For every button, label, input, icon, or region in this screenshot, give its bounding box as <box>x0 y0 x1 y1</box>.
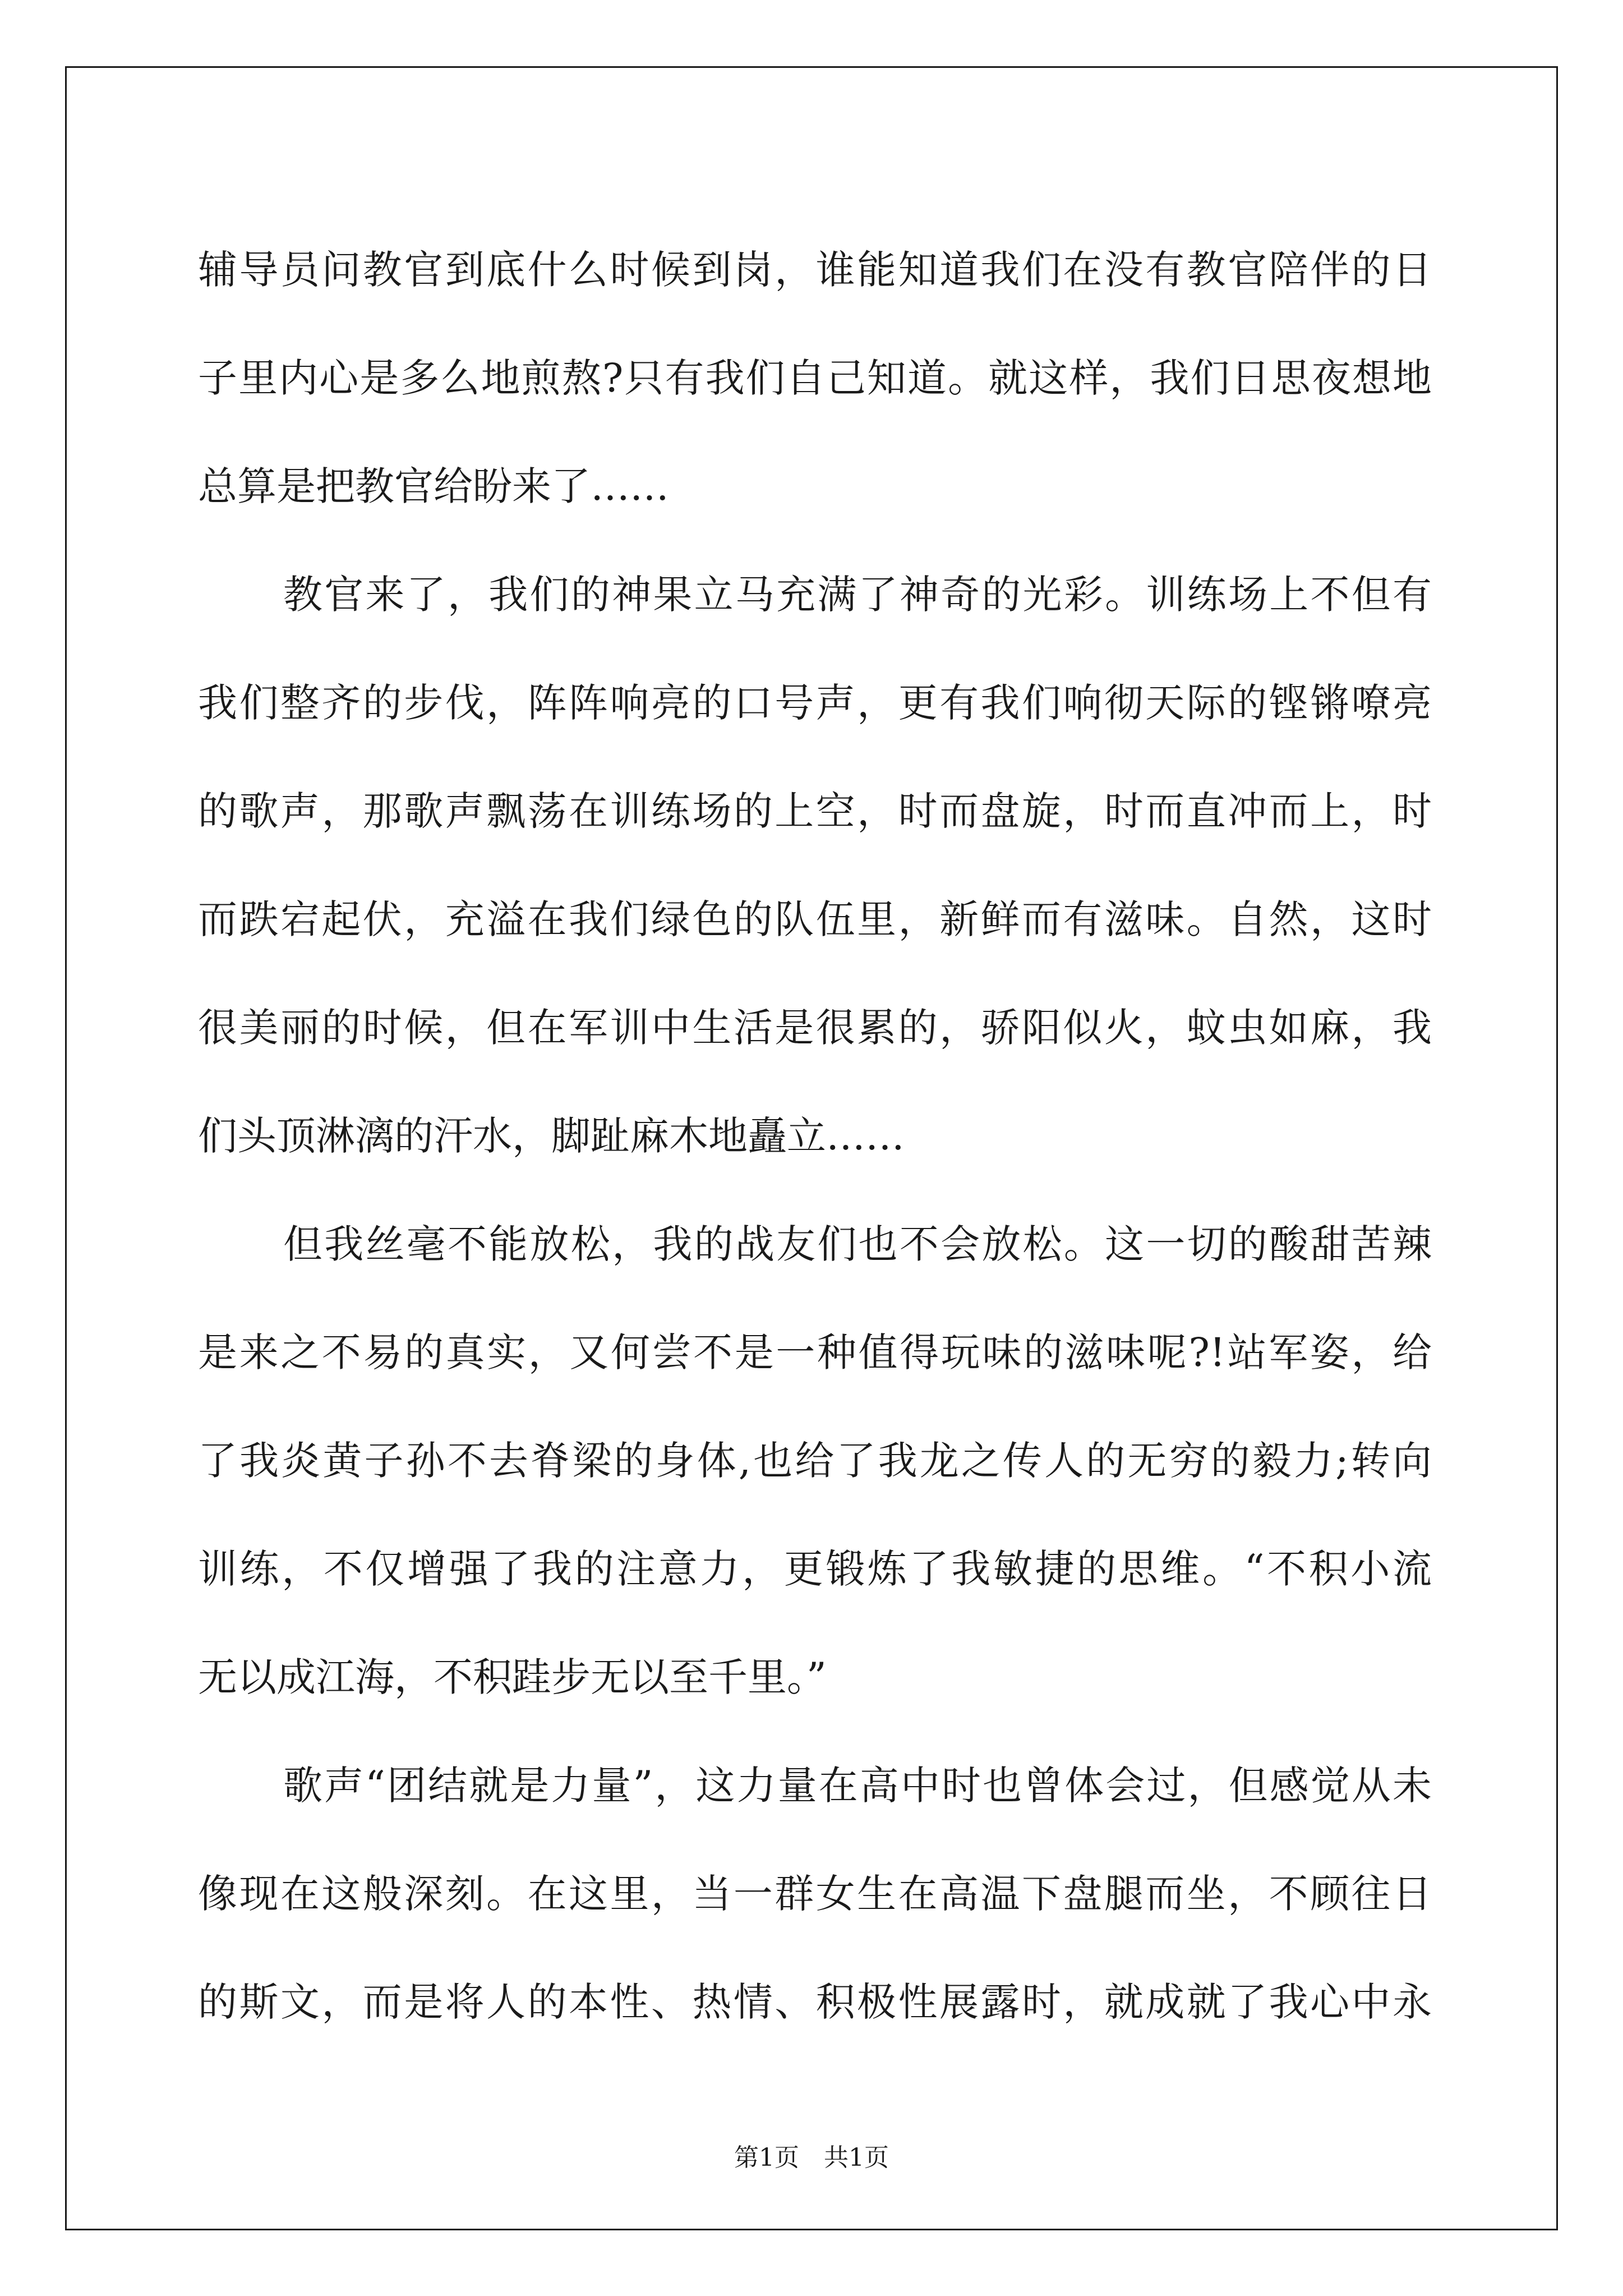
text-line: 很美丽的时候，但在军训中生活是很累的，骄阳似火，蚊虫如麻，我 <box>198 1005 1432 1051</box>
text-line: 像现在这般深刻。在这里，当一群女生在高温下盘腿而坐，不顾往日 <box>198 1871 1432 1917</box>
page-number-current: 第1页 <box>734 2143 799 2172</box>
page-footer <box>0 2137 1623 2173</box>
text-line: 是来之不易的真实，又何尝不是一种值得玩味的滋味呢?!站军姿，给 <box>198 1329 1432 1375</box>
text-line: 训练，不仅增强了我的注意力，更锻炼了我敏捷的思维。“不积小流 <box>198 1546 1432 1592</box>
text-line: 歌声“团结就是力量”，这力量在高中时也曾体会过，但感觉从未 <box>283 1763 1432 1809</box>
document-body <box>198 216 1432 2056</box>
text-line: 子里内心是多么地煎熬?只有我们自己知道。就这样，我们日思夜想地 <box>198 355 1432 401</box>
text-line: 了我炎黄子孙不去脊梁的身体,也给了我龙之传人的无穷的毅力;转向 <box>198 1438 1432 1484</box>
text-line: 们头顶淋漓的汗水，脚趾麻木地矗立…… <box>198 1113 905 1159</box>
text-line: 但我丝毫不能放松，我的战友们也不会放松。这一切的酸甜苦辣 <box>283 1221 1432 1267</box>
text-line: 教官来了，我们的神果立马充满了神奇的光彩。训练场上不但有 <box>283 572 1432 618</box>
text-line: 总算是把教官给盼来了…… <box>198 463 669 509</box>
text-line: 的歌声，那歌声飘荡在训练场的上空，时而盘旋，时而直冲而上，时 <box>198 788 1432 834</box>
text-line: 辅导员问教官到底什么时候到岗，谁能知道我们在没有教官陪伴的日 <box>198 247 1432 293</box>
page-number-total: 共1页 <box>824 2143 889 2172</box>
text-line: 的斯文，而是将人的本性、热情、积极性展露时，就成就了我心中永 <box>198 1979 1432 2025</box>
text-line: 而跌宕起伏，充溢在我们绿色的队伍里，新鲜而有滋味。自然，这时 <box>198 896 1432 942</box>
text-line: 无以成江海，不积跬步无以至千里。” <box>198 1654 827 1700</box>
text-line: 我们整齐的步伐，阵阵响亮的口号声，更有我们响彻天际的铿锵嘹亮 <box>198 680 1432 726</box>
